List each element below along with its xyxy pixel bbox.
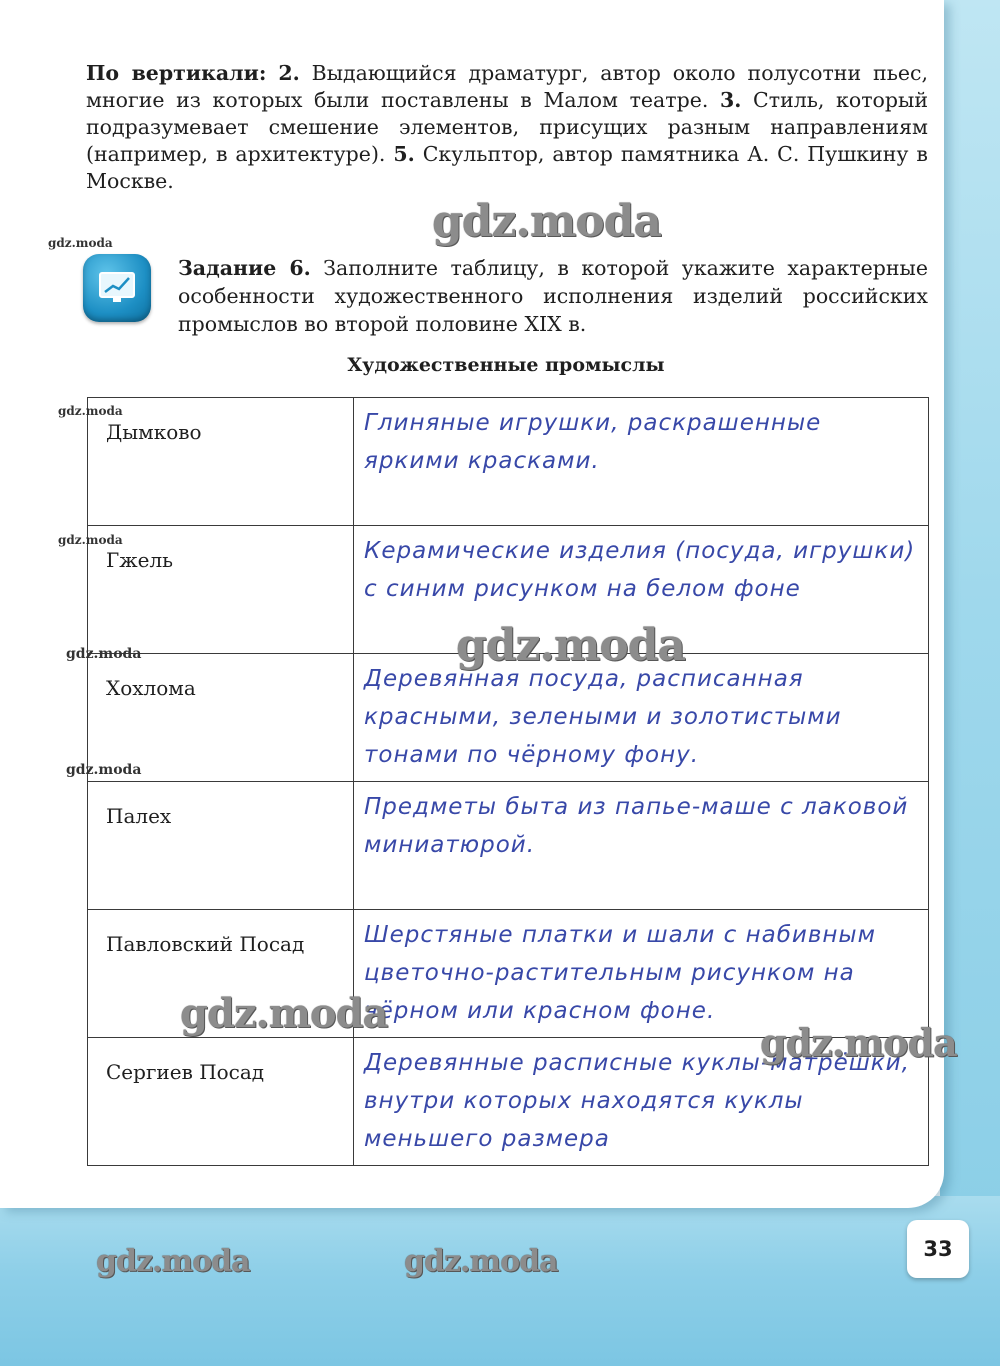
clue-number-2: 2. (278, 61, 300, 85)
craft-answer[interactable]: Деревянные расписные куклы-матрёшки, внутри которых находятся куклы меньшего размера (354, 1038, 929, 1166)
watermark: gdz.moda (760, 1020, 957, 1065)
watermark-small: gdz.moda (48, 236, 113, 250)
clue-text-5: Скульптор, автор памятника А. С. Пушкину в Москве. (86, 142, 928, 193)
craft-name: Хохлома (88, 654, 354, 782)
watermark-small: gdz.moda (58, 404, 123, 418)
watermark: gdz.moda (404, 1244, 558, 1279)
watermark-small: gdz.moda (66, 762, 142, 778)
craft-answer[interactable]: Шерстяные платки и шали с набивным цветочно-растительным рисунком на чёрном или красном фоне. (354, 910, 929, 1038)
bottom-decor-band (0, 1196, 1000, 1366)
watermark: gdz.moda (456, 620, 686, 671)
craft-name: Дымково (88, 398, 354, 526)
table-title: Художественные промыслы (347, 354, 665, 376)
craft-name: Павловский Посад (88, 910, 354, 1038)
task-label: Задание 6. (178, 256, 311, 280)
page-number: 33 (907, 1220, 969, 1278)
craft-name: Палех (88, 782, 354, 910)
clue-number-3: 3. (720, 88, 742, 112)
watermark: gdz.moda (432, 196, 662, 247)
task-instructions: Заполните таблицу, в которой укажите характерные особенности художественного исполнения изделий российских промыслов во второй половине XIX в. (178, 256, 928, 336)
vertical-clues-heading: По вертикали: (86, 61, 267, 85)
clue-text-3: Стиль, который подразумевает смешение элементов, присущих разным направлениям (например, в архитектуре). (86, 88, 928, 166)
craft-answer[interactable]: Глиняные игрушки, раскрашенные яркими красками. (354, 398, 929, 526)
table-row (88, 398, 929, 526)
clue-text-2: Выдающийся драматург, автор около полусотни пьес, многие из которых были поставлены в Малом театре. (86, 61, 928, 112)
craft-answer[interactable]: Керамические изделия (посуда, игрушки) с синим рисунком на белом фоне (354, 526, 929, 654)
clue-number-5: 5. (393, 142, 415, 166)
craft-name: Сергиев Посад (88, 1038, 354, 1166)
watermark-small: gdz.moda (58, 533, 123, 547)
table-row (88, 654, 929, 782)
craft-answer[interactable]: Деревянная посуда, расписанная красными, зелеными и золотистыми тонами по чёрному фону. (354, 654, 929, 782)
task-6 (178, 254, 928, 338)
craft-answer[interactable]: Предметы быта из папье-маше с лаковой миниатюрой. (354, 782, 929, 910)
watermark: gdz.moda (180, 990, 388, 1037)
watermark: gdz.moda (96, 1244, 250, 1279)
table-row (88, 782, 929, 910)
monitor-chart-icon (83, 254, 151, 322)
craft-name: Гжель (88, 526, 354, 654)
watermark-small: gdz.moda (66, 646, 142, 662)
vertical-clues (86, 60, 928, 195)
